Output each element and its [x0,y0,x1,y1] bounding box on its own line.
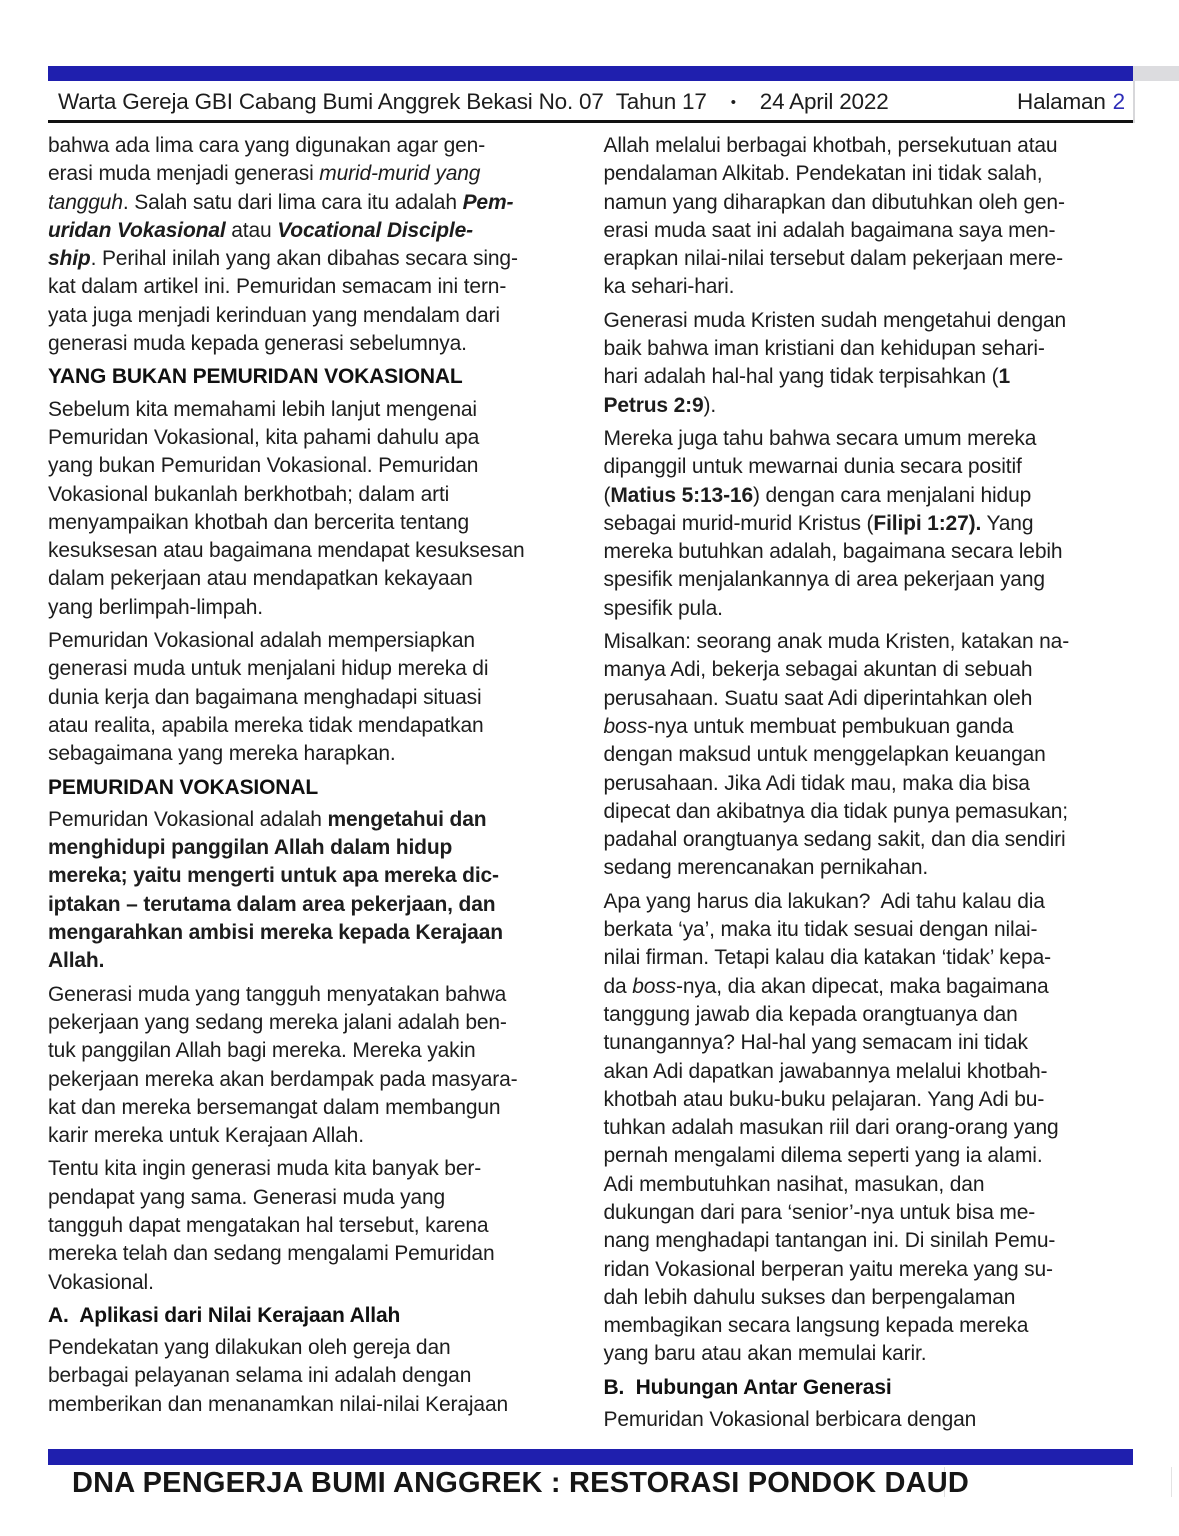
scan-artifact [1133,66,1179,81]
paragraph: Pemuridan Vokasional adalah mengetahui dan menghidupi panggilan Allah dalam hidup mereka; yaitu mengerti untuk apa mereka dic- iptakan – terutama dalam area pekerjaan, dan mengarahkan ambisi mereka kepada Kerajaan Allah. [48,807,503,973]
section-heading: B. Hubungan Antar Generasi [603,1375,892,1399]
newsletter-volume: Tahun 17 [615,89,707,114]
paragraph: Pemuridan Vokasional berbicara dengan [603,1408,977,1432]
paragraph: Tentu kita ingin generasi muda kita banyak ber- pendapat yang sama. Generasi muda yang tangguh dapat mengatakan hal tersebut, karena mereka telah dan sedang mengalami Pemuridan Vokasional. [48,1157,495,1294]
bullet-separator: • [730,93,736,111]
paragraph: Apa yang harus dia lakukan? Adi tahu kalau dia berkata ‘ya’, maka itu tidak sesuai dengan nilai- nilai firman. Tetapi kalau dia katakan ‘tidak’ kepa- da boss-nya, dia akan dipecat, maka bagaimana tanggung jawab dia kepada orangtuanya dan tunangannya? Hal-hal yang semacam ini tidak akan Adi dapatkan jawabannya melalui khotbah- khotbah atau buku-buku pelajaran. Yang Adi bu- tuhkan adalah masukan riil dari orang-orang yang pernah mengalami dilema seperti yang ia alami. Adi membutuhkan nasihat, masukan, dan dukungan dari para ‘senior’-nya untuk bisa me- nang menghadapi tantangan ini. Di sinilah Pemu- ridan Vokasional berperan yaitu mereka yang su- dah lebih dahulu sukses dan berpengalaman membagikan secara langsung kepada mereka yang baru atau akan memulai karir. [603,889,1059,1366]
masthead-row [48,85,1133,119]
paragraph: Mereka juga tahu bahwa secara umum mereka dipanggil untuk mewarnai dunia secara positif (Matius 5:13-16) dengan cara menjalani hidup sebagai murid-murid Kristus (Filipi 1:27). Yang mereka butuhkan adalah, bagaimana secara lebih spesifik menjalankannya di area pekerjaan yang spesifik pula. [603,426,1063,620]
section-heading: YANG BUKAN PEMURIDAN VOKASIONAL [48,365,463,389]
page-number: 2 [1112,89,1125,114]
header-rule [48,120,1133,123]
paragraph: Misalkan: seorang anak muda Kristen, katakan na- manya Adi, bekerja sebagai akuntan di sebuah perusahaan. Suatu saat Adi diperintahkan oleh boss-nya untuk membuat pembukuan ganda dengan maksud untuk menggelapkan keuangan perusahaan. Jika Adi tidak mau, maka dia bisa dipecat dan akibatnya dia tidak punya pemasukan; padahal orangtuanya sedang sakit, dan dia sendiri sedang merencanakan pernikahan. [603,630,1070,880]
footer-title: DNA PENGERJA BUMI ANGGREK : RESTORASI PONDOK DAUD [72,1467,970,1499]
paragraph: Pendekatan yang dilakukan oleh gereja dan berbagai pelayanan selama ini adalah dengan memberikan dan menanamkan nilai-nilai Kerajaan [48,1336,509,1416]
paragraph: Generasi muda yang tangguh menyatakan bahwa pekerjaan yang sedang mereka jalani adalah ben- tuk panggilan Allah bagi mereka. Mereka yakin pekerjaan mereka akan berdampak pada masyara- kat dan mereka bersemangat dalam membangun karir mereka untuk Kerajaan Allah. [48,982,518,1148]
newsletter-title: Warta Gereja GBI Cabang Bumi Anggrek Bekasi No. 07 [58,89,604,114]
paragraph: Generasi muda Kristen sudah mengetahui dengan baik bahwa iman kristiani dan kehidupan sehari- hari adalah hal-hal yang tidak terpisahkan (1 Petrus 2:9). [603,308,1067,417]
section-heading: A. Aplikasi dari Nilai Kerajaan Allah [48,1303,401,1327]
issue-date: 24 April 2022 [759,89,889,114]
article-body [48,132,1133,1439]
scan-artifact [1171,1467,1172,1497]
right-column [604,132,1134,1439]
page-indicator [1017,89,1133,115]
top-divider-bar [48,66,1133,81]
paragraph: Sebelum kita memahami lebih lanjut mengenai Pemuridan Vokasional, kita pahami dahulu apa yang bukan Pemuridan Vokasional. Pemuridan Vokasional bukanlah berkhotbah; dalam arti menyampaikan khotbah dan bercerita tentang kesuksesan atau bagaimana mendapat kesuksesan dalam pekerjaan atau mendapatkan kekayaan yang berlimpah-limpah. [48,397,525,619]
page-label: Halaman [1017,89,1106,114]
section-heading: PEMURIDAN VOKASIONAL [48,775,319,799]
bottom-divider-bar [48,1449,1133,1465]
paragraph: Pemuridan Vokasional adalah mempersiapkan generasi muda untuk menjalani hidup mereka di dunia kerja dan bagaimana menghadapi situasi atau realita, apabila mereka tidak mendapatkan sebagaimana yang mereka harapkan. [48,629,489,766]
masthead-title [48,89,889,115]
paragraph: bahwa ada lima cara yang digunakan agar gen- erasi muda menjadi generasi murid-murid yang tangguh. Salah satu dari lima cara itu adalah Pem- uridan Vokasional atau Vocational Disciple- ship. Perihal inilah yang akan dibahas secara sing- kat dalam artikel ini. Pemuridan semacam ini tern- yata juga menjadi kerinduan yang mendalam dari generasi muda kepada generasi sebelumnya. [48,134,518,356]
paragraph: Allah melalui berbagai khotbah, persekutuan atau pendalaman Alkitab. Pendekatan ini tidak salah, namun yang diharapkan dan dibutuhkan oleh gen- erasi muda saat ini adalah bagaimana saya men- erapkan nilai-nilai tersebut dalam pekerjaan mere- ka sehari-hari. [603,134,1065,299]
left-column [48,132,578,1439]
scan-artifact [1133,81,1135,123]
